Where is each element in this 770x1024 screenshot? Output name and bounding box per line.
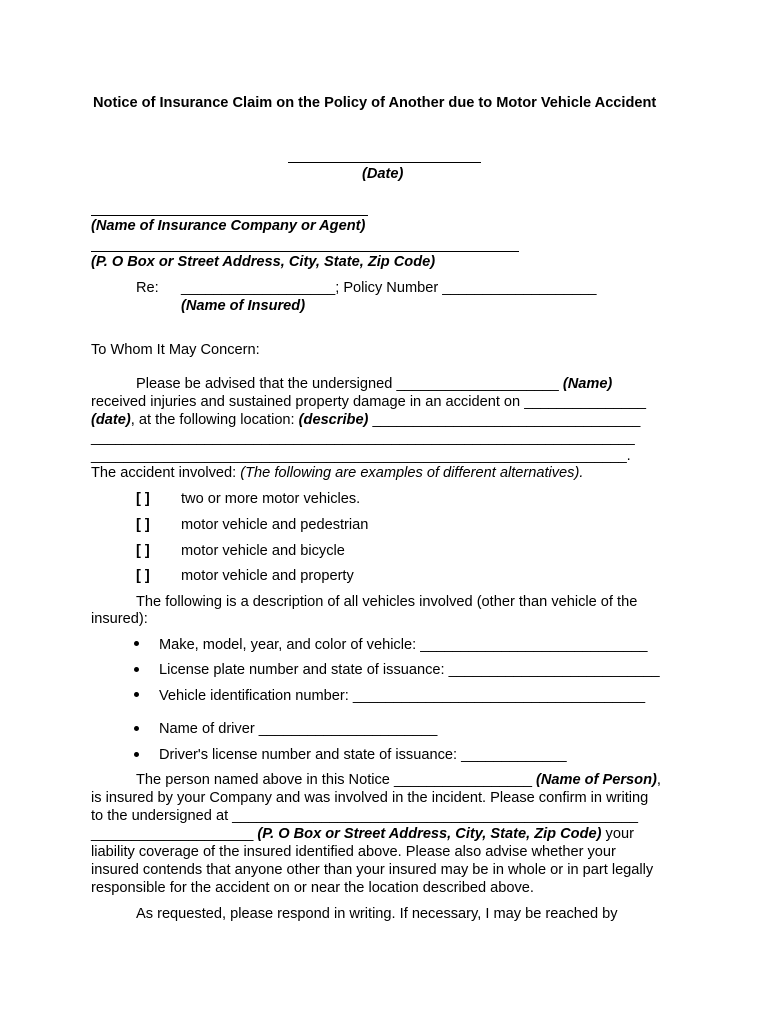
para1-line3 (91, 411, 640, 429)
checkbox-option-3[interactable]: [ ] (136, 543, 150, 559)
para3-line1-text: The person named above in this Notice _________________ (136, 772, 537, 788)
para3-line4-end: your (601, 826, 634, 842)
checkbox-option-4[interactable]: [ ] (136, 568, 150, 584)
para1-line1-text: Please be advised that the undersigned ____________________ (136, 376, 563, 392)
vehicle-item-2: License plate number and state of issuance: __________________________ (159, 662, 660, 678)
bullet-icon (134, 692, 139, 697)
para3-line3: to the undersigned at __________________________________________________ (91, 808, 638, 824)
para3-line6: insured contends that anyone other than your insured may be in whole or in part legally (91, 862, 654, 878)
date-label: (Date) (362, 166, 404, 182)
vehicle-item-1: Make, model, year, and color of vehicle: ____________________________ (159, 637, 648, 653)
para3-line7: responsible for the accident on or near the location described above. (91, 880, 534, 896)
para1-line2: received injuries and sustained property damage in an accident on _______________ (91, 394, 646, 410)
para4-line1: As requested, please respond in writing. If necessary, I may be reached by (136, 906, 618, 922)
accident-prefix: The accident involved: (91, 465, 241, 481)
para3-line1 (136, 771, 661, 789)
vehicle-item-3: Vehicle identification number: ____________________________________ (159, 688, 646, 704)
bullet-icon (134, 726, 139, 731)
address-line (91, 251, 519, 252)
option-label-2: motor vehicle and pedestrian (181, 517, 369, 533)
vehicle-item-5: Driver's license number and state of issuance: _____________ (159, 747, 567, 763)
option-label-1: two or more motor vehicles. (181, 491, 361, 507)
accident-note: (The following are examples of different alternatives). (240, 465, 584, 481)
describe-blank: _________________________________ (368, 412, 641, 428)
bullet-icon (134, 641, 139, 646)
name-of-person-label: (Name of Person) (536, 772, 657, 788)
para1-line3-text: , at the following location: (130, 412, 299, 428)
date-signature-line (288, 162, 481, 163)
checkbox-option-1[interactable]: [ ] (136, 491, 150, 507)
re-line (181, 279, 596, 297)
address-blank: ____________________ (91, 826, 258, 842)
name-label: (Name) (562, 376, 613, 392)
company-label: (Name of Insurance Company or Agent) (91, 218, 366, 234)
date-inline-label: (date) (91, 412, 131, 428)
vehicles-line1: The following is a description of all vehicles involved (other than vehicle of the (136, 594, 638, 610)
option-label-4: motor vehicle and property (181, 568, 354, 584)
vehicle-item-4: Name of driver ______________________ (159, 721, 438, 737)
bullet-icon (134, 752, 139, 757)
accident-intro (91, 464, 583, 482)
company-line (91, 215, 368, 216)
para3-line4 (91, 825, 634, 843)
para3-line5: liability coverage of the insured identified above. Please also advise whether your (91, 844, 616, 860)
para3-line1-end: , (656, 772, 661, 788)
document-title: Notice of Insurance Claim on the Policy of Another due to Motor Vehicle Accident (93, 95, 657, 111)
vehicles-line2: insured): (91, 611, 148, 627)
option-label-3: motor vehicle and bicycle (181, 543, 345, 559)
para3-line2: is insured by your Company and was involved in the incident. Please confirm in writing (91, 790, 649, 806)
checkbox-option-2[interactable]: [ ] (136, 517, 150, 533)
salutation: To Whom It May Concern: (91, 342, 260, 358)
describe-label: (describe) (298, 412, 369, 428)
insured-blank: ___________________ (181, 280, 336, 296)
para1-line1 (136, 375, 612, 393)
insured-label: (Name of Insured) (181, 298, 306, 314)
bullet-icon (134, 667, 139, 672)
policy-number: ; Policy Number ___________________ (335, 280, 597, 296)
address-inline-label: (P. O Box or Street Address, City, State, Zip Code) (257, 826, 602, 842)
address-label: (P. O Box or Street Address, City, State, Zip Code) (91, 254, 436, 270)
location-blank-line-2: __________________________________________________________________. (91, 448, 631, 464)
location-blank-line-1: ___________________________________________________________________ (91, 430, 635, 446)
re-prefix: Re: (136, 280, 159, 296)
